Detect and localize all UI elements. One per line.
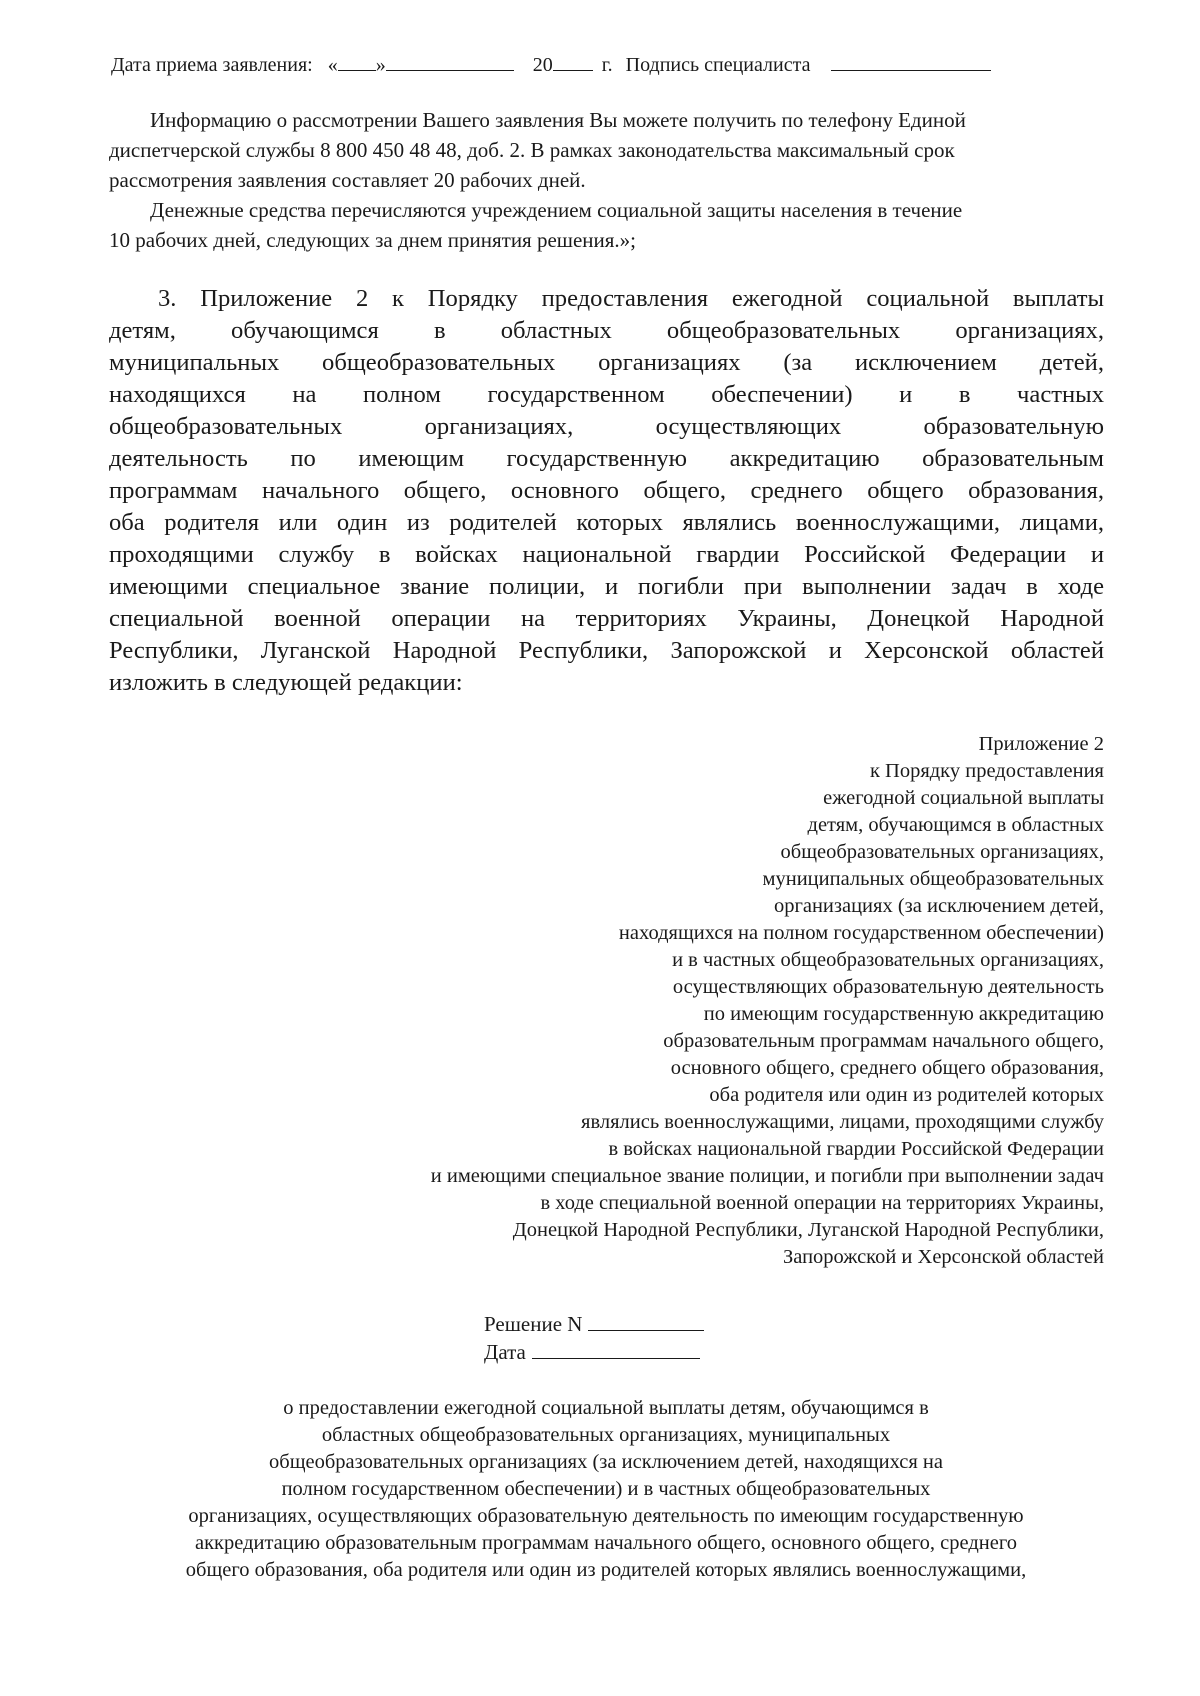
appendix-line-7: организациях (за исключением детей, bbox=[773, 895, 1104, 917]
year-blank bbox=[553, 52, 593, 71]
appendix-line-4: детям, обучающимся в областных bbox=[807, 814, 1104, 836]
decision-number-blank bbox=[588, 1310, 704, 1331]
signature-label: Подпись специалиста bbox=[625, 54, 811, 76]
decision-number-line bbox=[484, 1310, 704, 1337]
decision-title-line-3: общеобразовательных организациях (за исключением детей, находящихся на bbox=[269, 1451, 943, 1473]
item3-line-3: муниципальных общеобразовательных организациях (за исключением детей, bbox=[109, 349, 1104, 376]
decision-date-line bbox=[484, 1338, 700, 1365]
item3-line-8: оба родителя или один из родителей которых являлись военнослужащими, лицами, bbox=[109, 509, 1104, 536]
close-quote: » bbox=[375, 54, 386, 76]
receipt-date-label: Дата приема заявления: bbox=[111, 54, 313, 76]
appendix-line-15: являлись военнослужащими, лицами, проходящими службу bbox=[581, 1111, 1104, 1133]
appendix-line-14: оба родителя или один из родителей которых bbox=[709, 1084, 1104, 1106]
appendix-line-3: ежегодной социальной выплаты bbox=[823, 787, 1104, 809]
appendix-line-20: Запорожской и Херсонской областей bbox=[782, 1246, 1104, 1268]
item3-line-4: находящихся на полном государственном обеспечении) и в частных bbox=[109, 381, 1104, 408]
appendix-line-9: и в частных общеобразовательных организациях, bbox=[672, 949, 1104, 971]
appendix-line-12: образовательным программам начального общего, bbox=[663, 1030, 1104, 1052]
appendix-line-6: муниципальных общеобразовательных bbox=[762, 868, 1104, 890]
appendix-line-1: Приложение 2 bbox=[978, 733, 1104, 755]
item3-line-5: общеобразовательных организациях, осуществляющих образовательную bbox=[109, 413, 1104, 440]
decision-title-line-4: полном государственном обеспечении) и в частных общеобразовательных bbox=[281, 1478, 931, 1500]
decision-date-label: Дата bbox=[484, 1340, 526, 1364]
appendix-line-2: к Порядку предоставления bbox=[869, 760, 1104, 782]
appendix-line-18: в ходе специальной военной операции на территориях Украины, bbox=[540, 1192, 1104, 1214]
signature-blank bbox=[831, 52, 991, 71]
item3-line-6: деятельность по имеющим государственную аккредитацию образовательным bbox=[109, 445, 1104, 472]
item3-line-2: детям, обучающимся в областных общеобразовательных организациях, bbox=[109, 317, 1104, 344]
item3-line-10: имеющими специальное звание полиции, и погибли при выполнении задач в ходе bbox=[109, 573, 1104, 600]
year-suffix: г. bbox=[601, 54, 613, 76]
appendix-line-5: общеобразовательных организациях, bbox=[780, 841, 1104, 863]
decision-number-label: Решение N bbox=[484, 1312, 583, 1336]
decision-title-line-2: областных общеобразовательных организациях, муниципальных bbox=[321, 1424, 891, 1446]
decision-title-line-1: о предоставлении ежегодной социальной выплаты детям, обучающимся в bbox=[283, 1397, 929, 1419]
appendix-line-17: и имеющими специальное звание полиции, и погибли при выполнении задач bbox=[430, 1165, 1104, 1187]
funds-line-1: Денежные средства перечисляются учреждением социальной защиты населения в течение bbox=[150, 198, 963, 222]
decision-title-line-5: организациях, осуществляющих образовательную деятельность по имеющим государственную bbox=[188, 1505, 1024, 1527]
funds-line-2: 10 рабочих дней, следующих за днем принятия решения.»; bbox=[109, 228, 636, 252]
item3-line-7: программам начального общего, основного общего, среднего общего образования, bbox=[109, 477, 1104, 504]
day-blank bbox=[338, 52, 376, 71]
year-prefix: 20 bbox=[532, 54, 553, 76]
open-quote: « bbox=[327, 54, 338, 76]
appendix-line-13: основного общего, среднего общего образования, bbox=[670, 1057, 1104, 1079]
appendix-line-10: осуществляющих образовательную деятельность bbox=[672, 976, 1104, 998]
decision-title-line-6: аккредитацию образовательным программам начального общего, основного общего, среднего bbox=[194, 1532, 1018, 1554]
decision-date-blank bbox=[532, 1338, 700, 1359]
appendix-line-16: в войсках национальной гвардии Российской Федерации bbox=[608, 1138, 1104, 1160]
item3-line-13: изложить в следующей редакции: bbox=[109, 669, 463, 696]
appendix-line-11: по имеющим государственную аккредитацию bbox=[703, 1003, 1104, 1025]
info-line-2: диспетчерской службы 8 800 450 48 48, доб. 2. В рамках законодательства максимальный срок bbox=[109, 138, 955, 162]
item3-line-12: Республики, Луганской Народной Республики, Запорожской и Херсонской областей bbox=[109, 637, 1104, 664]
month-blank bbox=[386, 52, 514, 71]
receipt-date-line bbox=[111, 52, 991, 77]
appendix-line-19: Донецкой Народной Республики, Луганской Народной Республики, bbox=[512, 1219, 1104, 1241]
decision-title-line-7: общего образования, оба родителя или один из родителей которых являлись военнослужащими, bbox=[185, 1559, 1027, 1581]
item3-line-9: проходящими службу в войсках национальной гвардии Российской Федерации и bbox=[109, 541, 1104, 568]
info-line-1: Информацию о рассмотрении Вашего заявления Вы можете получить по телефону Единой bbox=[150, 108, 966, 132]
item3-line-1: 3. Приложение 2 к Порядку предоставления ежегодной социальной выплаты bbox=[158, 285, 1104, 312]
appendix-line-8: находящихся на полном государственном обеспечении) bbox=[618, 922, 1104, 944]
info-line-3: рассмотрения заявления составляет 20 рабочих дней. bbox=[109, 168, 586, 192]
item3-line-11: специальной военной операции на территориях Украины, Донецкой Народной bbox=[109, 605, 1104, 632]
